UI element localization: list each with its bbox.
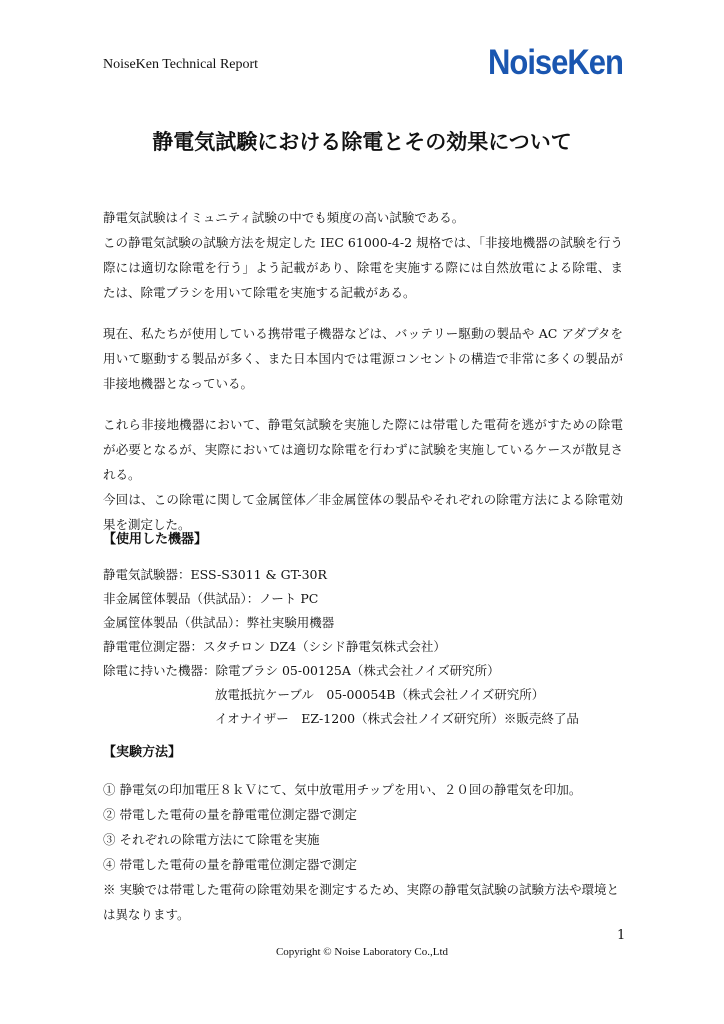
method-step: ③ それぞれの除電方法にて除電を実施	[103, 832, 320, 847]
equipment-sub-item: 放電抵抗ケーブル 05-00054B（株式会社ノイズ研究所）	[215, 687, 545, 702]
equipment-item: 静電気試験器：ESS-S3011 & GT-30R	[103, 567, 327, 582]
paragraph-devices	[103, 321, 623, 396]
equipment-sub-item: イオナイザー EZ-1200（株式会社ノイズ研究所）※販売終了品	[215, 711, 579, 726]
intro-line-1: 静電気試験はイミュニティ試験の中でも頻度の高い試験である。	[103, 210, 465, 225]
equipment-list	[103, 563, 579, 731]
paragraph-grounding-line-1: これら非接地機器において、静電気試験を実施した際には帯電した電荷を逃がすための除電が必要となるが、実際においては適切な除電を行わずに試験を実施しているケースが散見される。	[103, 417, 623, 482]
method-step: ① 静電気の印加電圧８ｋＶにて、気中放電用チップを用い、２０回の静電気を印加。	[103, 782, 582, 797]
report-header-label: NoiseKen Technical Report	[103, 57, 259, 72]
method-steps	[103, 777, 623, 927]
equipment-item: 金属筐体製品（供試品）：弊社実験用機器	[103, 615, 335, 630]
equipment-item: 静電電位測定器：スタチロン DZ4（シシド静電気株式会社）	[103, 639, 446, 654]
copyright-footer: Copyright © Noise Laboratory Co.,Ltd	[275, 946, 449, 958]
equipment-item: 除電に持いた機器：除電ブラシ 05-00125A（株式会社ノイズ研究所）	[103, 663, 500, 678]
document-title: 静電気試験における除電とその効果について	[152, 129, 572, 154]
page-number: 1	[617, 928, 626, 943]
method-note: ※ 実験では帯電した電荷の除電効果を測定するため、実際の静電気試験の試験方法や環境とは異なります。	[103, 882, 619, 922]
method-heading: 【実験方法】	[103, 745, 182, 760]
equipment-heading: 【使用した機器】	[103, 532, 208, 547]
paragraph-devices-text: 現在、私たちが使用している携帯電子機器などは、バッテリー駆動の製品や AC アダプタを用いて駆動する製品が多く、また日本国内では電源コンセントの構造で非常に多くの製品が非接地機器となっている。	[103, 326, 623, 391]
paragraph-grounding	[103, 412, 623, 537]
equipment-item: 非金属筐体製品（供試品）：ノート PC	[103, 591, 319, 606]
paragraph-grounding-line-2: 今回は、この除電に関して金属筐体／非金属筐体の製品やそれぞれの除電方法による除電効果を測定した。	[103, 492, 623, 532]
noiseken-logo: NoiseKen	[488, 42, 623, 83]
intro-line-2: この静電気試験の試験方法を規定した IEC 61000-4-2 規格では、「非接地機器の試験を行う際には適切な除電を行う」よう記載があり、除電を実施する際には自然放電による除電、または、除電ブラシを用いて除電を実施する記載がある。	[103, 235, 623, 300]
method-step: ② 帯電した電荷の量を静電電位測定器で測定	[103, 807, 357, 822]
intro-paragraph	[103, 205, 623, 305]
method-step: ④ 帯電した電荷の量を静電電位測定器で測定	[103, 857, 357, 872]
